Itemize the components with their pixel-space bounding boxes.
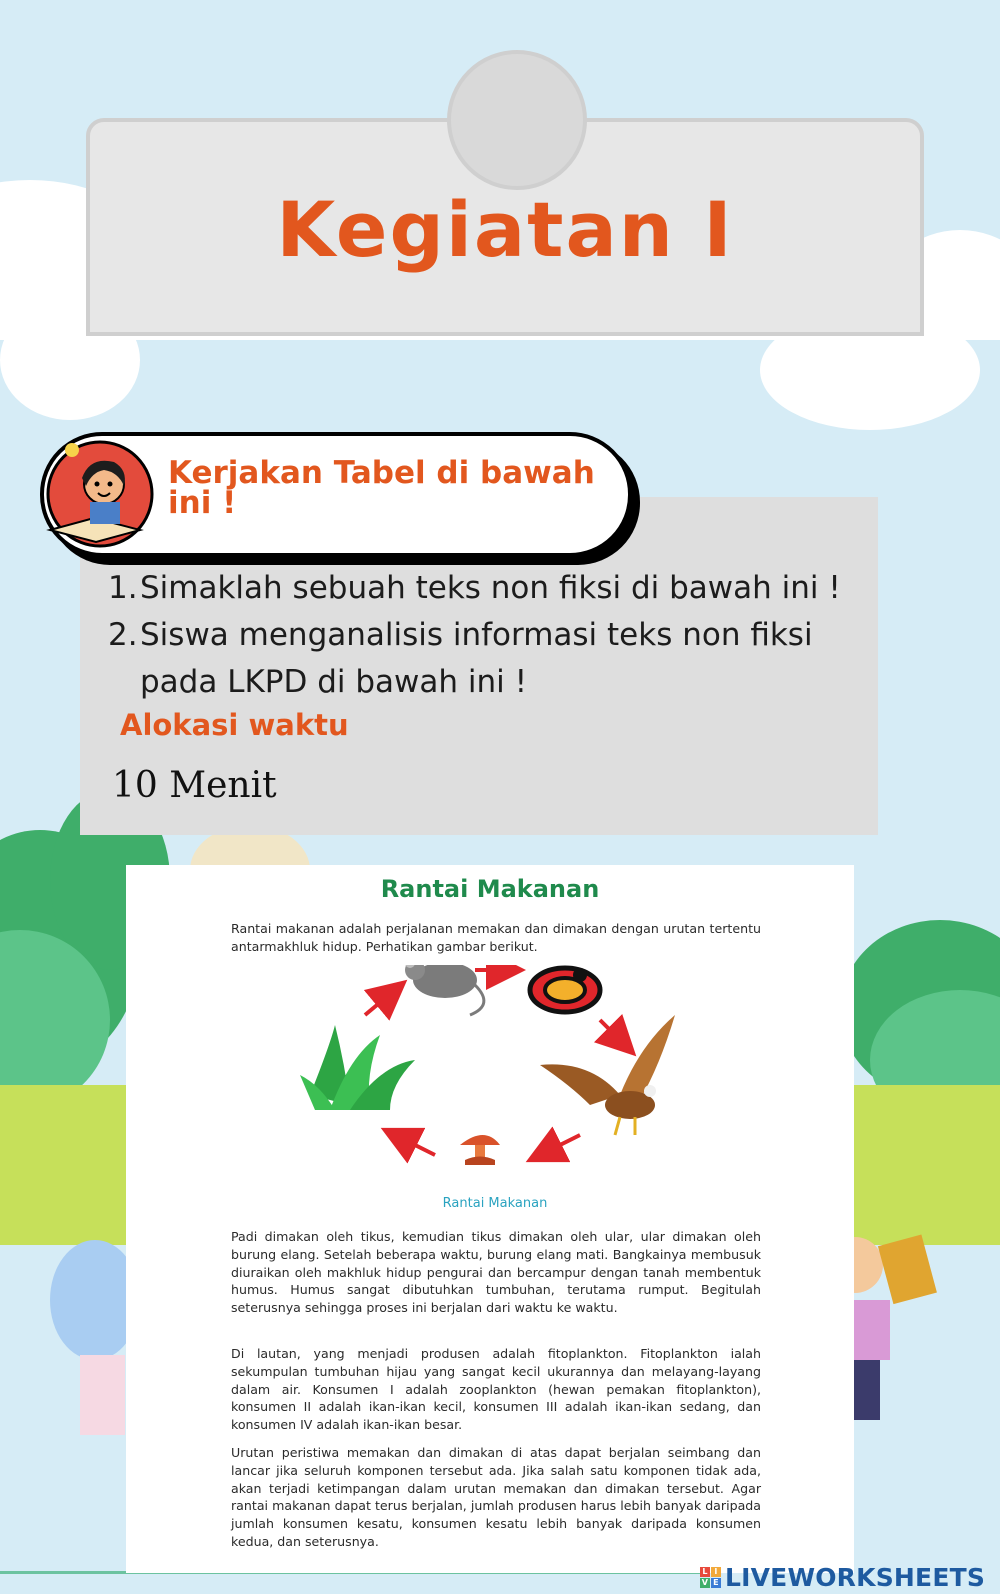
grass-icon (300, 1025, 415, 1110)
liveworksheets-logo-text: LIVEWORKSHEETS (725, 1562, 986, 1592)
eagle-icon (540, 1015, 675, 1135)
instruction-steps (108, 565, 868, 706)
instruction-banner-text: Kerjakan Tabel di bawah ini ! (168, 455, 595, 521)
sheet-intro: Rantai makanan adalah perjalanan memakan dan dimakan dengan urutan tertentu antarmakhluk hidup. Perhatikan gambar berikut. (231, 921, 761, 954)
liveworksheets-logo-icon: L I V E (700, 1567, 721, 1588)
instruction-step (108, 612, 868, 706)
mushroom-icon (460, 1135, 500, 1165)
diagram-caption: Rantai Makanan (442, 1196, 548, 1211)
step-number: 1. (108, 570, 138, 606)
sheet-paragraph: Di lautan, yang menjadi produsen adalah fitoplankton. Fitoplankton ialah sekumpulan tumbuhan hijau yang sangat kecil ukurannya dan melayang-layang dalam air. Konsumen I adalah zooplankton (hewan pemakan fitoplankton), konsumen II adalah ikan-ikan kecil, konsumen III adalah ikan-ikan sedang, dan konsumen IV adalah ikan-ikan besar. (231, 1346, 761, 1433)
mouse-icon (405, 965, 484, 1015)
student-reading-icon (44, 438, 156, 550)
instruction-step (108, 565, 868, 612)
sheet-paragraph: Padi dimakan oleh tikus, kemudian tikus dimakan oleh ular, ular dimakan oleh burung elang. Setelah beberapa waktu, burung elang mati. Bangkainya membusuk diuraikan oleh makhluk hidup pengurai dan bercampur dengan tanah membentuk humus. Humus sangat dibutuhkan tumbuhan, terutama rumput. Begitulah seterusnya sehingga proses ini berjalan dari waktu ke waktu. (231, 1229, 761, 1316)
step-number: 2. (108, 617, 138, 653)
time-allocation-value: 10 Menit (112, 765, 277, 806)
step-text: Simaklah sebuah teks non fiksi di bawah ini ! (140, 570, 841, 606)
step-text: Siswa menganalisis informasi teks non fiksi pada LKPD di bawah ini ! (140, 617, 813, 700)
sheet-title: Rantai Makanan (380, 875, 600, 903)
sheet-paragraph: Urutan peristiwa memakan dan dimakan di atas dapat berjalan seimbang dan lancar jika seluruh komponen tersebut ada. Jika salah satu komponen tidak ada, akan terjadi ketimpangan dalam urutan memakan dan dimakan tersebut. Agar rantai makanan dapat terus berjalan, jumlah produsen harus lebih banyak daripada jumlah konsumen kesatu, konsumen kesatu lebih banyak daripada konsumen kedua, dan seterusnya. (231, 1445, 761, 1549)
food-chain-diagram (290, 965, 710, 1205)
title-card-knob (447, 50, 587, 190)
liveworksheets-logo (700, 1560, 1000, 1594)
time-allocation-label: Alokasi waktu (120, 708, 349, 742)
snake-icon (530, 968, 600, 1012)
page-title: Kegiatan I (276, 185, 734, 274)
